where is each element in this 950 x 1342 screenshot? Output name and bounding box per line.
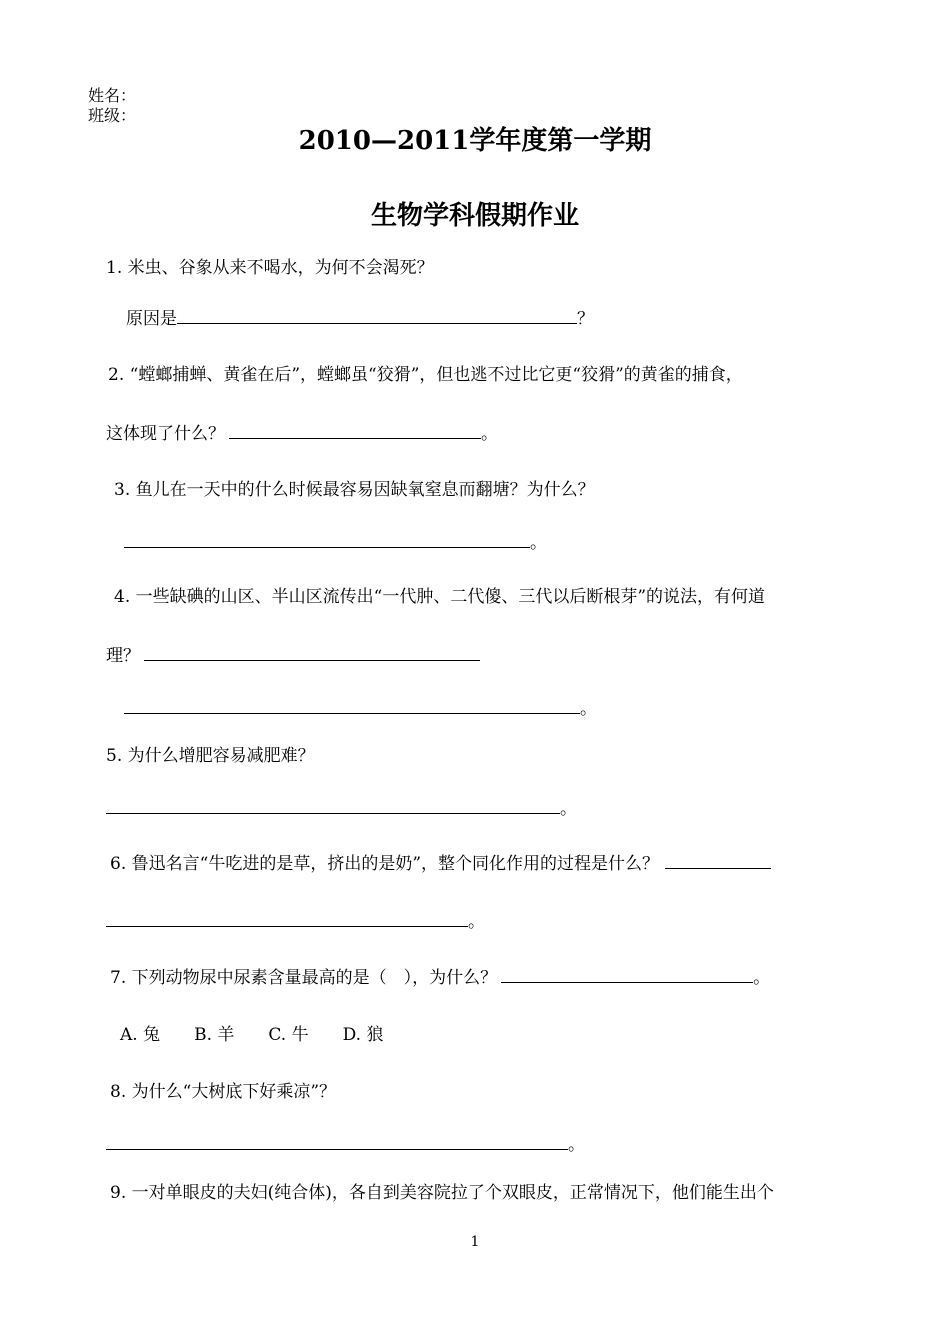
answer-blank[interactable] [229, 422, 481, 439]
answer-blank[interactable] [501, 966, 753, 983]
answer-suffix: 。 [468, 912, 485, 932]
question-4-answer-line-1 [106, 644, 480, 667]
option-d[interactable]: D. 狼 [342, 1025, 384, 1045]
answer-blank[interactable] [106, 910, 468, 927]
question-8-answer-line [106, 1133, 585, 1156]
answer-blank[interactable] [106, 797, 560, 814]
question-4: 4. 一些缺碘的山区、半山区流传出“一代肿、二代傻、三代以后断根芽”的说法，有何道 [114, 587, 766, 607]
question-7-text: 7. 下列动物尿中尿素含量最高的是（ ），为什么？ [110, 968, 498, 988]
answer-prefix: 原因是 [126, 309, 177, 329]
answer-suffix: ？ [577, 309, 594, 329]
question-6-text: 6. 鲁迅名言“牛吃进的是草，挤出的是奶”，整个同化作用的过程是什么？ [110, 854, 660, 874]
answer-blank[interactable] [124, 697, 580, 714]
answer-suffix: 。 [530, 533, 547, 553]
option-c[interactable]: C. 牛 [268, 1025, 309, 1045]
question-2-continuation: 这体现了什么？ [106, 424, 225, 444]
question-4-continuation: 理？ [106, 646, 140, 666]
question-9: 9. 一对单眼皮的夫妇(纯合体)，各自到美容院拉了个双眼皮，正常情况下，他们能生出个 [110, 1183, 774, 1203]
answer-blank[interactable] [177, 307, 577, 324]
question-3-answer-line [124, 531, 547, 554]
answer-suffix: 。 [560, 799, 577, 819]
question-2: 2. “螳螂捕蝉、黄雀在后”，螳螂虽“狡猾”，但也逃不过比它更“狡猾”的黄雀的捕食， [108, 365, 743, 385]
question-7 [110, 966, 770, 989]
option-b[interactable]: B. 羊 [194, 1025, 235, 1045]
page-number: 1 [470, 1234, 480, 1250]
answer-blank[interactable] [665, 852, 771, 869]
answer-suffix: 。 [568, 1135, 585, 1155]
question-6-answer-line [106, 910, 485, 933]
question-5: 5. 为什么增肥容易减肥难？ [106, 746, 315, 766]
question-1: 1. 米虫、谷象从来不喝水，为何不会渴死？ [106, 258, 434, 278]
title-line-2: 生物学科假期作业 [370, 201, 579, 231]
question-5-answer-line [106, 797, 577, 820]
question-8: 8. 为什么“大树底下好乘凉”？ [110, 1082, 337, 1102]
title-line-1: 2010—2011学年度第一学期 [298, 126, 652, 156]
answer-blank[interactable] [106, 1133, 568, 1150]
question-2-answer-line [106, 422, 498, 445]
question-1-answer-line [126, 307, 594, 330]
option-a[interactable]: A. 兔 [120, 1025, 161, 1045]
question-7-options [120, 1024, 383, 1046]
answer-suffix: 。 [753, 968, 771, 988]
question-3: 3. 鱼儿在一天中的什么时候最容易因缺氧窒息而翻塘？为什么？ [114, 480, 595, 500]
answer-blank[interactable] [144, 644, 480, 661]
answer-suffix: 。 [580, 699, 597, 719]
class-label: 班级： [88, 106, 137, 125]
answer-blank[interactable] [124, 531, 530, 548]
answer-suffix: 。 [481, 424, 498, 444]
question-6 [110, 852, 771, 875]
question-4-answer-line-2 [124, 697, 597, 720]
name-label: 姓名： [88, 86, 137, 105]
